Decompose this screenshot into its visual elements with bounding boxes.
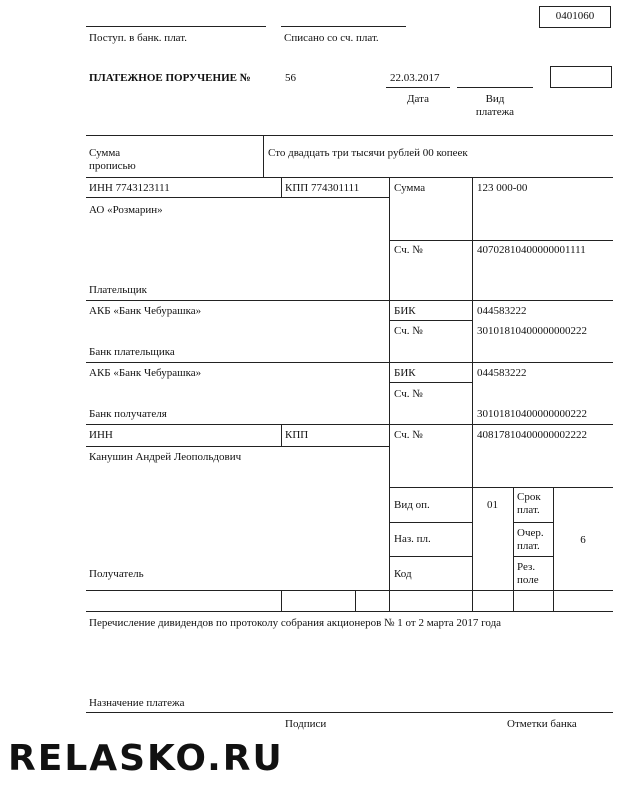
payer-account-value: 40702810400000001111: [477, 244, 586, 256]
order-value: 6: [580, 534, 586, 546]
line-424: [86, 424, 613, 425]
payer-bank-name: АКБ «Банк Чебурашка»: [89, 305, 202, 317]
payer-bank-role-label: Банк плательщика: [89, 346, 175, 358]
line-611: [86, 611, 613, 612]
amount-words-label-1: Сумма: [89, 147, 121, 159]
payer-bank-bik-value: 044583222: [477, 305, 527, 317]
line-177: [86, 177, 613, 178]
payer-sum-label: Сумма: [394, 182, 426, 194]
payer-role-label: Плательщик: [89, 284, 147, 296]
purpose-code-label: Наз. пл.: [394, 533, 431, 545]
signatures-label: Подписи: [285, 718, 327, 730]
date-line: [386, 87, 450, 88]
line-320-right: [389, 320, 472, 321]
payee-bank-bik-value: 044583222: [477, 367, 527, 379]
line-300: [86, 300, 613, 301]
op-type-value: 01: [487, 499, 498, 511]
date-label: Дата: [407, 93, 429, 105]
payee-account-label: Сч. №: [394, 429, 423, 441]
op-type-label: Вид оп.: [394, 499, 430, 511]
purpose-text: Перечисление дивидендов по протоколу собрания акционеров № 1 от 2 марта 2017 года: [89, 617, 502, 629]
payer-name: АО «Розмарин»: [89, 204, 163, 216]
vline-281-b: [281, 424, 282, 446]
line-522-a: [389, 522, 472, 523]
code-label: Код: [394, 568, 412, 580]
document-title: ПЛАТЕЖНОЕ ПОРУЧЕНИЕ №: [89, 72, 251, 84]
payment-type-label-2: платежа: [475, 106, 515, 118]
amount-words-divider: [263, 135, 264, 177]
line-382-right: [389, 382, 472, 383]
debited-label: Списано со сч. плат.: [284, 32, 379, 44]
amount-words-value: Сто двадцать три тысячи рублей 00 копеек: [268, 147, 468, 159]
vline-281-bottom: [281, 590, 282, 611]
payer-kpp: КПП 774301111: [285, 182, 360, 194]
received-line: [86, 26, 266, 27]
payee-role-label: Получатель: [89, 568, 144, 580]
payee-kpp-label: КПП: [285, 429, 309, 441]
line-522-b: [513, 522, 553, 523]
received-label: Поступ. в банк. плат.: [89, 32, 188, 44]
vline-472: [472, 177, 473, 611]
watermark: RELASKO.RU: [8, 738, 284, 779]
payment-type-label-1: Вид: [485, 93, 505, 105]
payer-inn: ИНН 7743123111: [89, 182, 170, 194]
status-code-box: [550, 66, 612, 88]
form-code: 0401060: [555, 10, 595, 22]
line-240-right: [389, 240, 613, 241]
amount-words-label-2: прописью: [89, 160, 136, 172]
vline-553: [553, 487, 554, 611]
line-197-left: [86, 197, 389, 198]
vline-389: [389, 177, 390, 590]
line-135: [86, 135, 613, 136]
payee-bank-bik-label: БИК: [394, 367, 416, 379]
payee-bank-account-value: 30101810400000000222: [477, 408, 587, 420]
line-590: [86, 590, 613, 591]
vline-389-bottom: [389, 590, 390, 611]
order-label-2: плат.: [517, 540, 540, 552]
payer-bank-account-value: 30101810400000000222: [477, 325, 587, 337]
payee-bank-role-label: Банк получателя: [89, 408, 167, 420]
line-556-b: [513, 556, 553, 557]
payer-account-label: Сч. №: [394, 244, 423, 256]
debited-line: [281, 26, 406, 27]
order-label-1: Очер.: [517, 527, 544, 539]
vline-513: [513, 487, 514, 611]
line-446-left: [86, 446, 389, 447]
bank-marks-label: Отметки банка: [507, 718, 577, 730]
payment-type-line: [457, 87, 533, 88]
line-487-right: [389, 487, 613, 488]
payer-bank-bik-label: БИК: [394, 305, 416, 317]
payee-name: Канушин Андрей Леопольдович: [89, 451, 242, 463]
reserve-label-2: поле: [517, 574, 539, 586]
payee-bank-account-label: Сч. №: [394, 388, 423, 400]
reserve-label-1: Рез.: [517, 561, 536, 573]
payer-bank-account-label: Сч. №: [394, 325, 423, 337]
payer-sum-value: 123 000-00: [477, 182, 528, 194]
line-556-a: [389, 556, 472, 557]
payee-bank-name: АКБ «Банк Чебурашка»: [89, 367, 202, 379]
document-date: 22.03.2017: [390, 72, 440, 84]
term-label-2: плат.: [517, 504, 540, 516]
vline-355-bottom: [355, 590, 356, 611]
payee-inn-label: ИНН: [89, 429, 113, 441]
line-362: [86, 362, 613, 363]
purpose-label: Назначение платежа: [89, 697, 185, 709]
line-712: [86, 712, 613, 713]
term-label-1: Срок: [517, 491, 541, 503]
payee-account-value: 40817810400000002222: [477, 429, 587, 441]
vline-281-a: [281, 177, 282, 197]
document-number: 56: [285, 72, 296, 84]
